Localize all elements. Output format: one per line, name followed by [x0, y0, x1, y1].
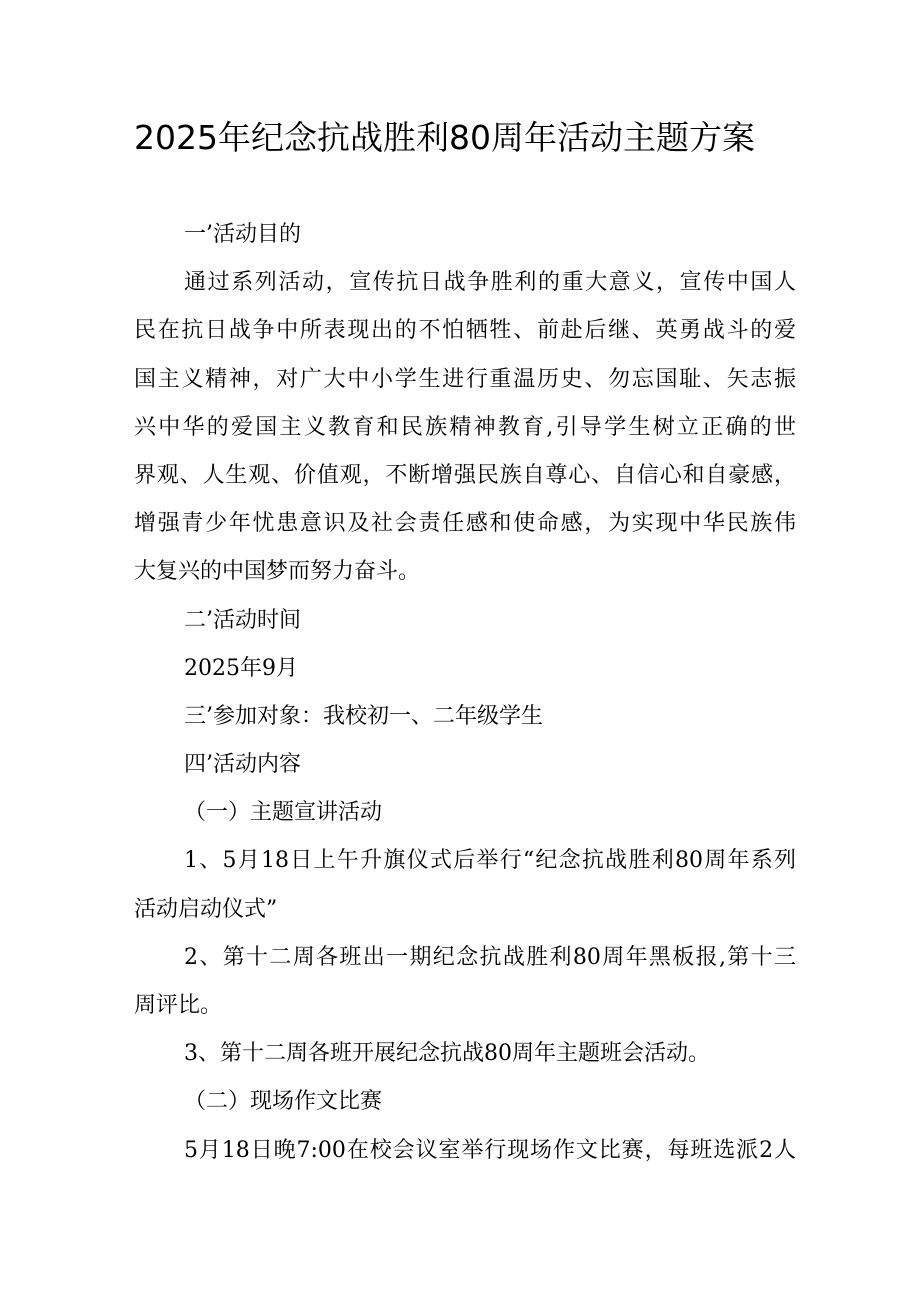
- paragraph-line: 民在抗日战争中所表现出的不怕牺牲、前赴后继、英勇战斗的爱: [134, 318, 796, 344]
- list-item-line: 周评比。: [134, 993, 223, 1018]
- paragraph-line: 5月18日晚7:00在校会议室举行现场作文比赛，每班选派2人: [184, 1137, 796, 1163]
- paragraph-line: 大复兴的中国梦而努力奋斗。: [134, 559, 421, 585]
- paragraph-line: 增强青少年忧患意识及社会责任感和使命感，为实现中华民族伟: [134, 511, 796, 537]
- paragraph-line: 兴中华的爱国主义教育和民族精神教育,引导学生树立正确的世: [134, 414, 796, 440]
- section-heading-time: 二’活动时间: [184, 607, 301, 633]
- list-item-line: 2、第十二周各班出一期纪念抗战胜利80周年黑板报,第十三: [184, 944, 796, 970]
- document-title: 2025年纪念抗战胜利80周年活动主题方案: [134, 118, 755, 157]
- section-heading-content: 四’活动内容: [184, 752, 301, 778]
- list-item-line: 1、5月18日上午升旗仪式后举行“纪念抗战胜利80周年系列: [184, 848, 796, 874]
- subsection-heading-essay: （二）现场作文比赛: [184, 1089, 383, 1115]
- activity-date: 2025年9月: [184, 655, 298, 681]
- section-heading-participants: 三’参加对象：我校初一、二年级学生: [184, 703, 543, 729]
- section-heading-purpose: 一’活动目的: [184, 222, 301, 247]
- list-item-line: 3、第十二周各班开展纪念抗战80周年主题班会活动。: [184, 1041, 710, 1067]
- paragraph-line: 国主义精神，对广大中小学生进行重温历史、勿忘国耻、矢志振: [134, 366, 796, 392]
- paragraph-line: 通过系列活动，宣传抗日战争胜利的重大意义，宣传中国人: [184, 270, 796, 296]
- document-body: [134, 211, 796, 1175]
- subsection-heading-lecture: （一）主题宣讲活动: [184, 800, 383, 826]
- paragraph-line: 界观、人生观、价值观，不断增强民族自尊心、自信心和自豪感，: [134, 462, 796, 488]
- list-item-line: 活动启动仪式”: [134, 896, 278, 922]
